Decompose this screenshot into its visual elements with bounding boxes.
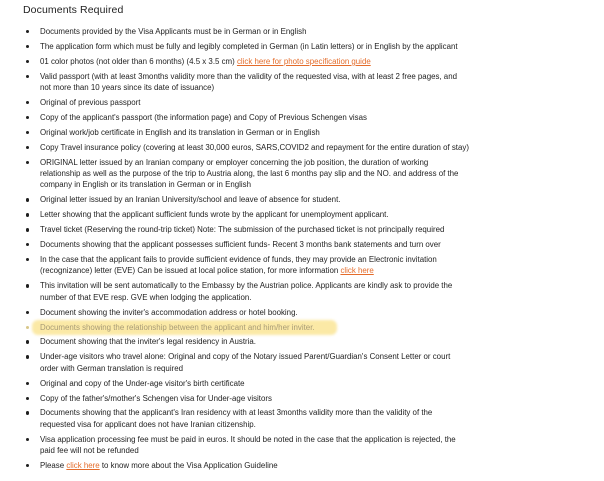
list-item-highlighted (23, 322, 594, 333)
requirements-list (23, 26, 594, 472)
list-item: Please click here to know more about the Visa Application Guideline (23, 460, 594, 471)
list-item: Original work/job certificate in English and its translation in German or in English (23, 127, 594, 138)
list-item: Document showing that the inviter's legal residency in Austria. (23, 336, 594, 347)
highlight-wrapper: Documents showing the relationship between the applicant and him/her inviter. (40, 323, 315, 332)
list-item: Original and copy of the Under-age visitor's birth certificate (23, 378, 594, 389)
list-item: In the case that the applicant fails to provide sufficient evidence of funds, they may provide an Electronic invitation (recognizance) letter (EVE) Can be issued at local police station, for more information click here (23, 254, 594, 277)
list-item: 01 color photos (not older than 6 months) (4.5 x 3.5 cm) click here for photo specification guide (23, 56, 594, 67)
list-item: Copy of the father's/mother's Schengen visa for Under-age visitors (23, 393, 594, 404)
list-item: Letter showing that the applicant sufficient funds wrote by the applicant for unemployment applicant. (23, 209, 594, 220)
list-item: Under-age visitors who travel alone: Original and copy of the Notary issued Parent/Guardian's Consent Letter or court order with German translation is required (23, 351, 594, 374)
list-item: Original letter issued by an Iranian University/school and leave of absence for student. (23, 194, 594, 205)
list-item: Copy Travel insurance policy (covering at least 30,000 euros, SARS,COVID2 and repayment for the entire duration of stay) (23, 142, 594, 153)
list-item: Documents showing that the applicant's Iran residency with at least 3months validity more than the validity of the requested visa for applicant does not have Iranian citizenship. (23, 407, 594, 430)
page-title: Documents Required (23, 4, 124, 16)
list-item: Visa application processing fee must be paid in euros. It should be noted in the case that the application is rejected, the paid fee will not be refunded (23, 434, 594, 457)
list-item: Travel ticket (Reserving the round-trip ticket) Note: The submission of the purchased ticket is not principally required (23, 224, 594, 235)
list-item: The application form which must be fully and legibly completed in German (in Latin letters) or in English by the applicant (23, 41, 594, 52)
list-item: Copy of the applicant's passport (the information page) and Copy of Previous Schengen visas (23, 112, 594, 123)
list-item: Original of previous passport (23, 97, 594, 108)
list-item: Valid passport (with at least 3months validity more than the validity of the requested visa, with at least 2 free pages, and not more than 10 years since its date of issuance) (23, 71, 594, 94)
visa-guideline-link[interactable]: click here (66, 461, 100, 471)
eve-more-info-link[interactable]: click here (340, 266, 374, 276)
list-item: This invitation will be sent automatically to the Embassy by the Austrian police. Applicants are kindly ask to provide the number of that EVE resp. GVE when lodging the application. (23, 280, 594, 303)
list-item: Document showing the inviter's accommodation address or hotel booking. (23, 307, 594, 318)
photo-specification-link[interactable]: click here for photo specification guide (236, 56, 371, 66)
list-item: Documents showing that the applicant possesses sufficient funds- Recent 3 months bank statements and turn over (23, 239, 594, 250)
list-item: ORIGINAL letter issued by an Iranian company or employer concerning the job position, the duration of working relationship as well as the purpose of the trip to Austria along, the last 6 months pay slip and the NO. and address of the company in English or its translation in German or in English (23, 157, 594, 191)
list-item: Documents provided by the Visa Applicants must be in German or in English (23, 26, 594, 37)
